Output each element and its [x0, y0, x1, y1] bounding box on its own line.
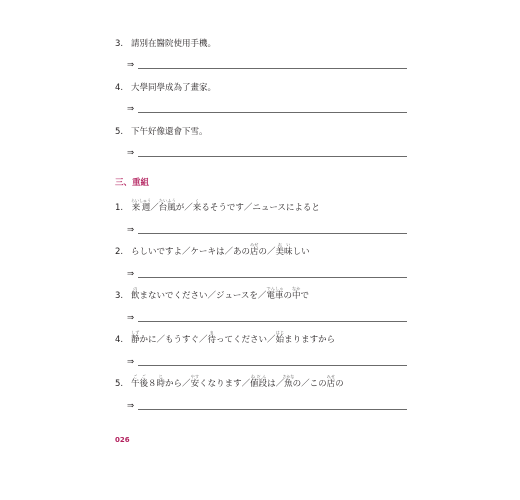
item-number: 3.: [115, 291, 124, 301]
section-title: 三、重組: [115, 178, 150, 188]
furigana-word: 時じ: [156, 374, 166, 389]
item-sentence: [131, 330, 336, 345]
furigana-word: 台風たいふう: [158, 198, 176, 213]
item-number: 2.: [115, 247, 124, 257]
furigana-reading: ねだん: [250, 374, 268, 379]
arrow-icon: ⇒: [127, 104, 135, 114]
furigana-word: 魚さかな: [282, 374, 295, 389]
sentence-text: くなります／: [199, 379, 251, 389]
furigana-reading: みせ: [326, 374, 336, 379]
sentence-text: から／: [165, 379, 191, 389]
item-number: 4.: [115, 335, 124, 345]
arrow-icon: ⇒: [127, 401, 135, 411]
sentence-text: ８: [148, 379, 157, 389]
arrow-icon: ⇒: [127, 313, 135, 323]
furigana-word: 来く: [192, 198, 202, 213]
answer-line[interactable]: [127, 223, 407, 237]
sentence-text: は／: [267, 379, 285, 389]
arrow-icon: ⇒: [127, 225, 135, 235]
item-number: 4.: [115, 83, 124, 93]
item-sentence: [131, 242, 310, 257]
exercise-item: [115, 78, 415, 98]
furigana-word: 午後ごご: [131, 374, 149, 389]
furigana-word: 待ま: [207, 330, 217, 345]
exercise-item: [115, 330, 415, 350]
arrow-icon: ⇒: [127, 148, 135, 158]
furigana-reading: ごご: [131, 374, 149, 379]
furigana-word: 飲の: [131, 286, 140, 301]
sentence-text: の: [335, 379, 344, 389]
sentence-text: まないでください／ジュースを／: [139, 291, 267, 301]
furigana-word: 電車でんしゃ: [266, 286, 284, 301]
answer-line[interactable]: [127, 399, 407, 413]
furigana-word: 美味おい: [275, 242, 293, 257]
sentence-text: が／: [175, 203, 193, 213]
sentence-text: の／: [258, 247, 276, 257]
furigana-reading: らいしゅう: [131, 198, 151, 203]
answer-line[interactable]: [127, 58, 407, 72]
furigana-word: 来週らいしゅう: [131, 198, 151, 213]
exercise-item: [115, 374, 415, 394]
item-number: 3.: [115, 39, 124, 49]
exercise-item: [115, 34, 415, 54]
answer-line[interactable]: [127, 267, 407, 281]
furigana-reading: しず: [131, 330, 140, 335]
furigana-word: 静しず: [131, 330, 140, 345]
furigana-word: 値段ねだん: [250, 374, 268, 389]
sentence-text: ／: [150, 203, 159, 213]
furigana-reading: の: [131, 286, 140, 291]
item-sentence: 大學同學成為了畫家。: [131, 83, 217, 93]
exercise-item: [115, 122, 415, 142]
furigana-word: 始はじ: [275, 330, 285, 345]
exercise-item: [115, 198, 415, 218]
furigana-reading: でんしゃ: [266, 286, 284, 291]
furigana-reading: じ: [156, 374, 166, 379]
furigana-reading: ま: [207, 330, 217, 335]
exercise-item: [115, 286, 415, 306]
answer-line[interactable]: [127, 311, 407, 325]
sentence-text: まりますから: [284, 335, 336, 345]
arrow-icon: ⇒: [127, 357, 135, 367]
sentence-text: の／この: [292, 379, 327, 389]
furigana-reading: みせ: [250, 242, 259, 247]
arrow-icon: ⇒: [127, 60, 135, 70]
sentence-text: の: [283, 291, 292, 301]
sentence-text: かに／もうすぐ／: [139, 335, 208, 345]
item-number: 5.: [115, 127, 124, 137]
item-sentence: [131, 198, 320, 213]
page-number: 026: [115, 436, 130, 444]
furigana-word: 店みせ: [326, 374, 336, 389]
furigana-reading: く: [192, 198, 202, 203]
furigana-reading: おい: [275, 242, 293, 247]
arrow-icon: ⇒: [127, 269, 135, 279]
furigana-word: 店みせ: [250, 242, 259, 257]
sentence-text: ってください／: [216, 335, 276, 345]
answer-line[interactable]: [127, 102, 407, 116]
sentence-text: で: [300, 291, 309, 301]
item-sentence: [131, 286, 309, 301]
item-number: 1.: [115, 203, 124, 213]
sentence-text: るそうです／ニュースによると: [201, 203, 320, 213]
item-sentence: [131, 374, 344, 389]
item-number: 5.: [115, 379, 124, 389]
sentence-text: しい: [292, 247, 310, 257]
answer-line[interactable]: [127, 355, 407, 369]
exercise-item: [115, 242, 415, 262]
furigana-reading: さかな: [282, 374, 295, 379]
sentence-text: らしいですよ／ケーキは／あの: [131, 247, 251, 257]
furigana-reading: たいふう: [158, 198, 176, 203]
item-sentence: 下午好像還會下雪。: [131, 127, 208, 137]
furigana-reading: なか: [291, 286, 301, 291]
furigana-reading: やす: [190, 374, 200, 379]
answer-line[interactable]: [127, 146, 407, 160]
furigana-word: 中なか: [291, 286, 301, 301]
furigana-word: 安やす: [190, 374, 200, 389]
item-sentence: 請別在醫院使用手機。: [131, 39, 217, 49]
furigana-reading: はじ: [275, 330, 285, 335]
